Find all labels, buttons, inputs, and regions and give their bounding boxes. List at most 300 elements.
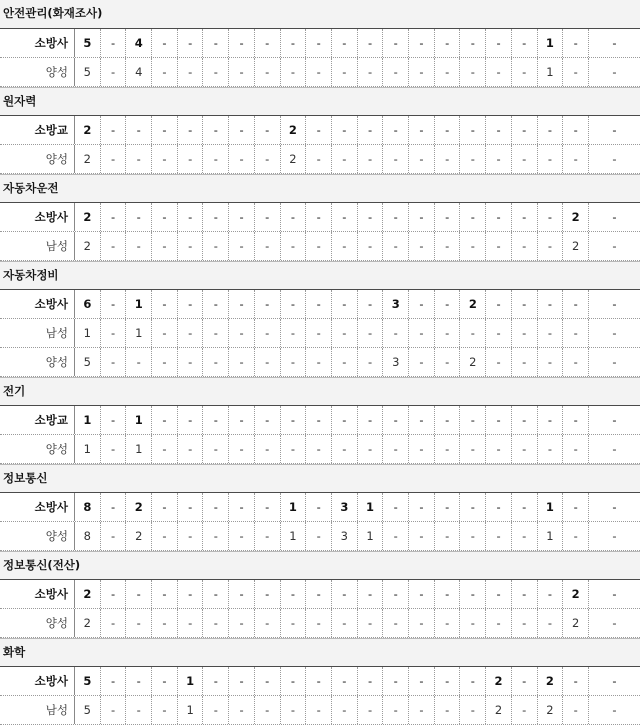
table-cell: - bbox=[255, 493, 281, 521]
table-cell: - bbox=[255, 203, 281, 231]
table-cell: - bbox=[306, 116, 332, 144]
table-cell: - bbox=[461, 319, 487, 347]
table-cell: - bbox=[152, 232, 178, 260]
table-cell: - bbox=[409, 580, 435, 608]
table-cell: - bbox=[306, 435, 332, 463]
table-cell: 1 bbox=[538, 493, 564, 521]
table-cell: - bbox=[538, 435, 564, 463]
table-cell: - bbox=[409, 435, 435, 463]
table-cell: - bbox=[435, 203, 461, 231]
row-label: 남성 bbox=[0, 319, 75, 347]
table-cell: - bbox=[332, 348, 358, 376]
table-cell: - bbox=[306, 522, 332, 550]
table-cell: - bbox=[383, 406, 409, 434]
table-cell: - bbox=[126, 696, 152, 724]
table-row bbox=[0, 522, 640, 551]
row-label: 양성 bbox=[0, 145, 75, 173]
table-cell: - bbox=[306, 696, 332, 724]
table-cell: - bbox=[409, 58, 435, 86]
table-cell: - bbox=[563, 290, 589, 318]
table-cell: - bbox=[152, 319, 178, 347]
table-cell: - bbox=[409, 696, 435, 724]
table-cell: - bbox=[152, 58, 178, 86]
table-cell: 2 bbox=[538, 696, 564, 724]
table-cell: - bbox=[101, 29, 127, 57]
table-cell: - bbox=[229, 435, 255, 463]
table-cell: - bbox=[358, 609, 384, 637]
table-cell: - bbox=[332, 406, 358, 434]
table-cell: 2 bbox=[563, 203, 589, 231]
table-cell: - bbox=[332, 290, 358, 318]
table-cell: - bbox=[204, 232, 230, 260]
table-cell: - bbox=[409, 522, 435, 550]
row-label: 양성 bbox=[0, 348, 75, 376]
table-cell: - bbox=[306, 348, 332, 376]
table-cell: 1 bbox=[75, 319, 101, 347]
table-cell: - bbox=[512, 580, 538, 608]
table-cell: - bbox=[435, 116, 461, 144]
table-cell: - bbox=[461, 580, 487, 608]
table-row bbox=[0, 319, 640, 348]
table-cell: - bbox=[255, 29, 281, 57]
table-cell: - bbox=[178, 29, 204, 57]
table-row-total bbox=[0, 406, 640, 435]
table-cell: - bbox=[435, 58, 461, 86]
table-cell: - bbox=[204, 29, 230, 57]
table-cell: - bbox=[204, 203, 230, 231]
table-cell: - bbox=[178, 145, 204, 173]
table-cell: - bbox=[563, 348, 589, 376]
table-cell: - bbox=[612, 703, 617, 717]
table-cell: - bbox=[461, 609, 487, 637]
table-cell: - bbox=[101, 145, 127, 173]
table-cell: - bbox=[178, 58, 204, 86]
table-cell: - bbox=[204, 319, 230, 347]
table-cell: - bbox=[306, 58, 332, 86]
table-cell: - bbox=[612, 413, 617, 427]
table-cell: - bbox=[512, 116, 538, 144]
table-cell: - bbox=[204, 58, 230, 86]
table-cell: 2 bbox=[126, 522, 152, 550]
table-cell: - bbox=[178, 203, 204, 231]
table-cell: 2 bbox=[75, 145, 101, 173]
table-cell: - bbox=[461, 406, 487, 434]
table-cell: - bbox=[486, 522, 512, 550]
section-title: 원자력 bbox=[0, 87, 640, 116]
table-cell: - bbox=[512, 696, 538, 724]
table-cell: - bbox=[409, 406, 435, 434]
table-cell: 2 bbox=[281, 145, 307, 173]
table-cell: - bbox=[383, 29, 409, 57]
section-title: 정보통신(전산) bbox=[0, 551, 640, 580]
table-cell: - bbox=[332, 696, 358, 724]
table-cell: 1 bbox=[126, 319, 152, 347]
table-cell: - bbox=[255, 58, 281, 86]
table-cell: - bbox=[101, 290, 127, 318]
table-cell: - bbox=[152, 522, 178, 550]
table-cell: - bbox=[383, 435, 409, 463]
table-cell: - bbox=[332, 580, 358, 608]
table-row bbox=[0, 348, 640, 377]
table-cell: - bbox=[409, 319, 435, 347]
table-cell: - bbox=[383, 319, 409, 347]
table-cell: - bbox=[563, 667, 589, 695]
table-cell: - bbox=[612, 674, 617, 688]
table-cell: - bbox=[563, 58, 589, 86]
row-label: 양성 bbox=[0, 522, 75, 550]
table-cell: - bbox=[152, 116, 178, 144]
table-cell: - bbox=[204, 290, 230, 318]
table-cell: - bbox=[486, 116, 512, 144]
table-cell: 1 bbox=[538, 522, 564, 550]
table-cell: - bbox=[306, 232, 332, 260]
table-cell: - bbox=[358, 406, 384, 434]
section-title: 안전관리(화재조사) bbox=[0, 0, 640, 29]
table-cell: - bbox=[358, 435, 384, 463]
section-title: 화학 bbox=[0, 638, 640, 667]
table-cell: - bbox=[435, 29, 461, 57]
table-cell: 1 bbox=[126, 290, 152, 318]
row-label: 소방사 bbox=[0, 493, 75, 521]
table-cell: - bbox=[306, 667, 332, 695]
table-cell: 2 bbox=[75, 580, 101, 608]
table-cell: - bbox=[486, 290, 512, 318]
table-cell: - bbox=[612, 239, 617, 253]
table-cell: - bbox=[538, 116, 564, 144]
table-cell: - bbox=[358, 145, 384, 173]
table-cell: - bbox=[229, 29, 255, 57]
table-cell: - bbox=[101, 609, 127, 637]
table-cell: - bbox=[538, 609, 564, 637]
table-cell: - bbox=[306, 580, 332, 608]
table-cell: - bbox=[512, 522, 538, 550]
table-cell: - bbox=[126, 203, 152, 231]
table-cell: 5 bbox=[75, 696, 101, 724]
table-cell: 2 bbox=[563, 609, 589, 637]
table-cell: 3 bbox=[332, 493, 358, 521]
table-cell: - bbox=[332, 319, 358, 347]
table-cell: - bbox=[612, 65, 617, 79]
table-cell: - bbox=[152, 667, 178, 695]
table-cell: - bbox=[306, 290, 332, 318]
table-cell: 3 bbox=[383, 290, 409, 318]
table-cell: - bbox=[435, 522, 461, 550]
table-cell: - bbox=[126, 609, 152, 637]
table-cell: - bbox=[461, 58, 487, 86]
table-cell: - bbox=[563, 493, 589, 521]
table-cell: - bbox=[409, 667, 435, 695]
table-cell: - bbox=[281, 290, 307, 318]
table-cell: 8 bbox=[75, 493, 101, 521]
table-cell: - bbox=[461, 522, 487, 550]
table-cell: - bbox=[126, 348, 152, 376]
table-cell: - bbox=[512, 609, 538, 637]
table-cell: - bbox=[204, 522, 230, 550]
table-cell: 1 bbox=[126, 435, 152, 463]
table-cell: - bbox=[435, 232, 461, 260]
table-cell: - bbox=[612, 442, 617, 456]
row-label: 소방사 bbox=[0, 203, 75, 231]
table-cell: - bbox=[281, 667, 307, 695]
table-cell: - bbox=[306, 145, 332, 173]
table-cell: - bbox=[229, 522, 255, 550]
table-cell: - bbox=[409, 609, 435, 637]
table-cell: - bbox=[358, 348, 384, 376]
table-cell: - bbox=[486, 232, 512, 260]
table-cell: - bbox=[255, 609, 281, 637]
table-cell: - bbox=[538, 203, 564, 231]
table-row-total bbox=[0, 580, 640, 609]
section-title: 정보통신 bbox=[0, 464, 640, 493]
table-cell: - bbox=[461, 667, 487, 695]
table-cell: - bbox=[461, 232, 487, 260]
table-cell: - bbox=[612, 36, 617, 50]
table-cell: - bbox=[538, 232, 564, 260]
table-row-total bbox=[0, 290, 640, 319]
table-cell: - bbox=[486, 435, 512, 463]
table-cell: 2 bbox=[538, 667, 564, 695]
table-cell: 1 bbox=[358, 522, 384, 550]
table-cell: - bbox=[409, 29, 435, 57]
row-label: 소방사 bbox=[0, 290, 75, 318]
table-cell: - bbox=[612, 152, 617, 166]
table-cell: - bbox=[358, 116, 384, 144]
table-cell: - bbox=[512, 232, 538, 260]
table-cell: 8 bbox=[75, 522, 101, 550]
table-cell: - bbox=[152, 580, 178, 608]
table-cell: - bbox=[255, 348, 281, 376]
table-cell: - bbox=[178, 232, 204, 260]
table-cell: - bbox=[612, 500, 617, 514]
table-cell: - bbox=[152, 290, 178, 318]
table-cell: - bbox=[204, 406, 230, 434]
table-cell: 1 bbox=[281, 493, 307, 521]
table-cell: - bbox=[612, 616, 617, 630]
table-cell: - bbox=[435, 493, 461, 521]
table-cell: - bbox=[255, 696, 281, 724]
table-cell: - bbox=[281, 58, 307, 86]
table-cell: - bbox=[204, 580, 230, 608]
table-cell: - bbox=[486, 319, 512, 347]
table-cell: - bbox=[229, 493, 255, 521]
table-cell: - bbox=[229, 116, 255, 144]
table-cell: - bbox=[255, 522, 281, 550]
table-cell: 1 bbox=[538, 29, 564, 57]
table-cell: - bbox=[538, 348, 564, 376]
table-cell: - bbox=[332, 29, 358, 57]
section-title: 전기 bbox=[0, 377, 640, 406]
table-cell: - bbox=[358, 232, 384, 260]
row-label: 소방사 bbox=[0, 667, 75, 695]
table-cell: - bbox=[358, 290, 384, 318]
table-cell: - bbox=[229, 348, 255, 376]
table-cell: - bbox=[358, 319, 384, 347]
table-cell: - bbox=[435, 696, 461, 724]
table-cell: - bbox=[281, 348, 307, 376]
table-cell: 1 bbox=[75, 435, 101, 463]
table-cell: 1 bbox=[358, 493, 384, 521]
table-cell: - bbox=[461, 116, 487, 144]
table-cell: - bbox=[229, 580, 255, 608]
table-cell: - bbox=[332, 609, 358, 637]
table-cell: - bbox=[204, 667, 230, 695]
table-cell: - bbox=[435, 609, 461, 637]
table-cell: - bbox=[229, 406, 255, 434]
table-cell: - bbox=[281, 696, 307, 724]
table-cell: - bbox=[332, 116, 358, 144]
table-cell: - bbox=[383, 232, 409, 260]
table-cell: - bbox=[178, 522, 204, 550]
table-cell: - bbox=[101, 493, 127, 521]
table-cell: - bbox=[461, 29, 487, 57]
table-cell: 3 bbox=[383, 348, 409, 376]
table-cell: - bbox=[461, 696, 487, 724]
table-cell: - bbox=[409, 290, 435, 318]
table-cell: - bbox=[281, 435, 307, 463]
table-cell: - bbox=[435, 435, 461, 463]
table-cell: - bbox=[383, 116, 409, 144]
table-cell: - bbox=[255, 406, 281, 434]
table-cell: - bbox=[332, 232, 358, 260]
table-cell: - bbox=[101, 406, 127, 434]
table-cell: - bbox=[255, 232, 281, 260]
table-row-total bbox=[0, 203, 640, 232]
table-cell: - bbox=[281, 232, 307, 260]
table-cell: - bbox=[512, 319, 538, 347]
table-cell: - bbox=[178, 116, 204, 144]
table-cell: - bbox=[255, 116, 281, 144]
table-cell: - bbox=[126, 580, 152, 608]
table-cell: - bbox=[358, 667, 384, 695]
table-cell: - bbox=[435, 145, 461, 173]
table-cell: - bbox=[435, 580, 461, 608]
table-cell: - bbox=[204, 348, 230, 376]
table-cell: - bbox=[281, 406, 307, 434]
table-cell: - bbox=[383, 493, 409, 521]
table-cell: - bbox=[152, 29, 178, 57]
table-cell: 4 bbox=[126, 58, 152, 86]
table-cell: - bbox=[281, 203, 307, 231]
table-cell: - bbox=[512, 203, 538, 231]
table-cell: - bbox=[563, 145, 589, 173]
table-cell: 1 bbox=[281, 522, 307, 550]
table-cell: - bbox=[461, 493, 487, 521]
row-label: 소방교 bbox=[0, 116, 75, 144]
table-cell: - bbox=[306, 609, 332, 637]
table-cell: - bbox=[306, 406, 332, 434]
table-cell: - bbox=[563, 522, 589, 550]
table-row bbox=[0, 145, 640, 174]
table-cell: - bbox=[486, 58, 512, 86]
table-cell: - bbox=[486, 493, 512, 521]
table-cell: - bbox=[281, 29, 307, 57]
table-cell: - bbox=[538, 406, 564, 434]
table-cell: 5 bbox=[75, 29, 101, 57]
table-cell: - bbox=[255, 580, 281, 608]
table-cell: - bbox=[461, 145, 487, 173]
table-cell: - bbox=[229, 319, 255, 347]
table-cell: 2 bbox=[75, 116, 101, 144]
table-cell: - bbox=[486, 580, 512, 608]
table-cell: - bbox=[383, 609, 409, 637]
table-cell: - bbox=[101, 667, 127, 695]
table-cell: - bbox=[332, 145, 358, 173]
table-cell: 2 bbox=[281, 116, 307, 144]
table-cell: - bbox=[126, 667, 152, 695]
table-cell: 6 bbox=[75, 290, 101, 318]
table-cell: - bbox=[101, 116, 127, 144]
table-cell: - bbox=[409, 232, 435, 260]
table-cell: - bbox=[204, 116, 230, 144]
table-cell: - bbox=[409, 145, 435, 173]
row-label: 소방교 bbox=[0, 406, 75, 434]
table-cell: - bbox=[512, 435, 538, 463]
table-cell: - bbox=[383, 522, 409, 550]
table-cell: - bbox=[178, 493, 204, 521]
table-cell: - bbox=[306, 493, 332, 521]
table-cell: - bbox=[486, 348, 512, 376]
table-cell: 2 bbox=[461, 290, 487, 318]
table-cell: - bbox=[563, 319, 589, 347]
table-cell: - bbox=[563, 29, 589, 57]
table-cell: - bbox=[101, 232, 127, 260]
table-cell: - bbox=[229, 58, 255, 86]
table-cell: - bbox=[255, 667, 281, 695]
table-cell: - bbox=[409, 116, 435, 144]
table-cell: 2 bbox=[126, 493, 152, 521]
table-cell: - bbox=[229, 203, 255, 231]
table-cell: - bbox=[538, 290, 564, 318]
table-cell: - bbox=[204, 609, 230, 637]
row-label: 양성 bbox=[0, 435, 75, 463]
table-cell: - bbox=[229, 145, 255, 173]
table-cell: 2 bbox=[486, 667, 512, 695]
table-cell: - bbox=[358, 29, 384, 57]
table-cell: - bbox=[229, 232, 255, 260]
table-cell: - bbox=[126, 232, 152, 260]
table-cell: - bbox=[306, 319, 332, 347]
table-cell: - bbox=[178, 319, 204, 347]
table-row-total bbox=[0, 116, 640, 145]
table-cell: 1 bbox=[75, 406, 101, 434]
table-row bbox=[0, 232, 640, 261]
table-cell: 1 bbox=[126, 406, 152, 434]
table-row bbox=[0, 696, 640, 725]
section-title: 자동차운전 bbox=[0, 174, 640, 203]
row-label: 남성 bbox=[0, 696, 75, 724]
table-cell: - bbox=[126, 116, 152, 144]
table-cell: 2 bbox=[461, 348, 487, 376]
table-cell: - bbox=[126, 145, 152, 173]
table-cell: - bbox=[332, 667, 358, 695]
row-label: 양성 bbox=[0, 609, 75, 637]
table-cell: - bbox=[101, 696, 127, 724]
table-cell: - bbox=[229, 667, 255, 695]
table-cell: - bbox=[383, 696, 409, 724]
table-cell: - bbox=[101, 435, 127, 463]
table-cell: - bbox=[486, 203, 512, 231]
table-cell: - bbox=[435, 406, 461, 434]
table-cell: - bbox=[178, 609, 204, 637]
row-label: 양성 bbox=[0, 58, 75, 86]
table-cell: - bbox=[204, 435, 230, 463]
table-cell: - bbox=[152, 145, 178, 173]
table-cell: - bbox=[563, 116, 589, 144]
table-cell: - bbox=[383, 58, 409, 86]
table-cell: - bbox=[612, 529, 617, 543]
table-cell: - bbox=[612, 297, 617, 311]
table-cell: - bbox=[281, 319, 307, 347]
